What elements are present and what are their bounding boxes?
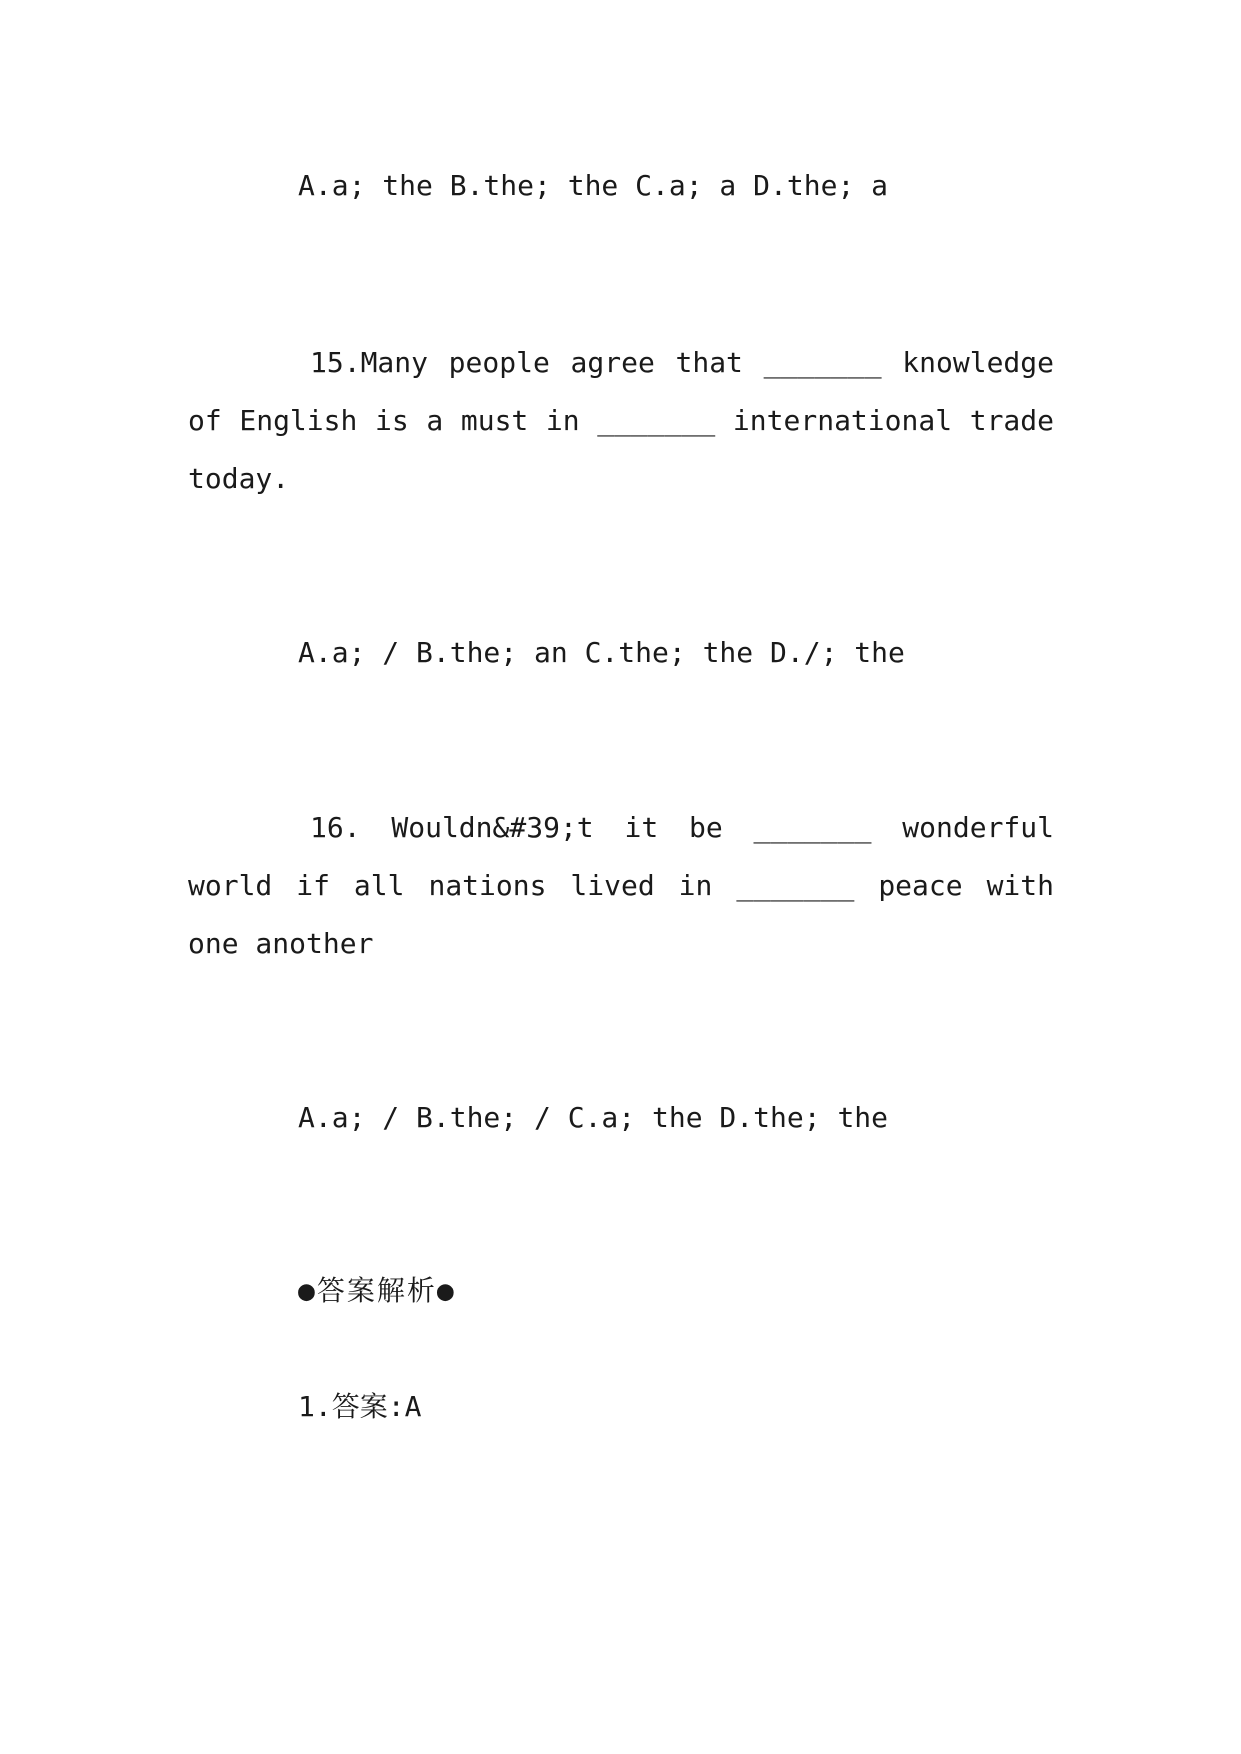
question-15-stem <box>188 334 1054 508</box>
question-14-options: A.a; the B.the; the C.a; a D.the; a <box>298 169 889 202</box>
question-16-stem <box>188 799 1054 973</box>
question-15-stem-text: 15.Many people agree that _______ knowledge of English is a must in _______ international trade today. <box>188 346 1054 495</box>
question-15-options: A.a; / B.the; an C.the; the D./; the <box>298 636 905 669</box>
question-16-stem-text: 16. Wouldn&#39;t it be _______ wonderful world if all nations lived in _______ peace with one another <box>188 811 1054 960</box>
answer-analysis-heading: ●答案解析● <box>298 1274 456 1307</box>
question-16-options: A.a; / B.the; / C.a; the D.the; the <box>298 1101 889 1134</box>
answer-item-1: 1.答案:A <box>298 1390 422 1423</box>
